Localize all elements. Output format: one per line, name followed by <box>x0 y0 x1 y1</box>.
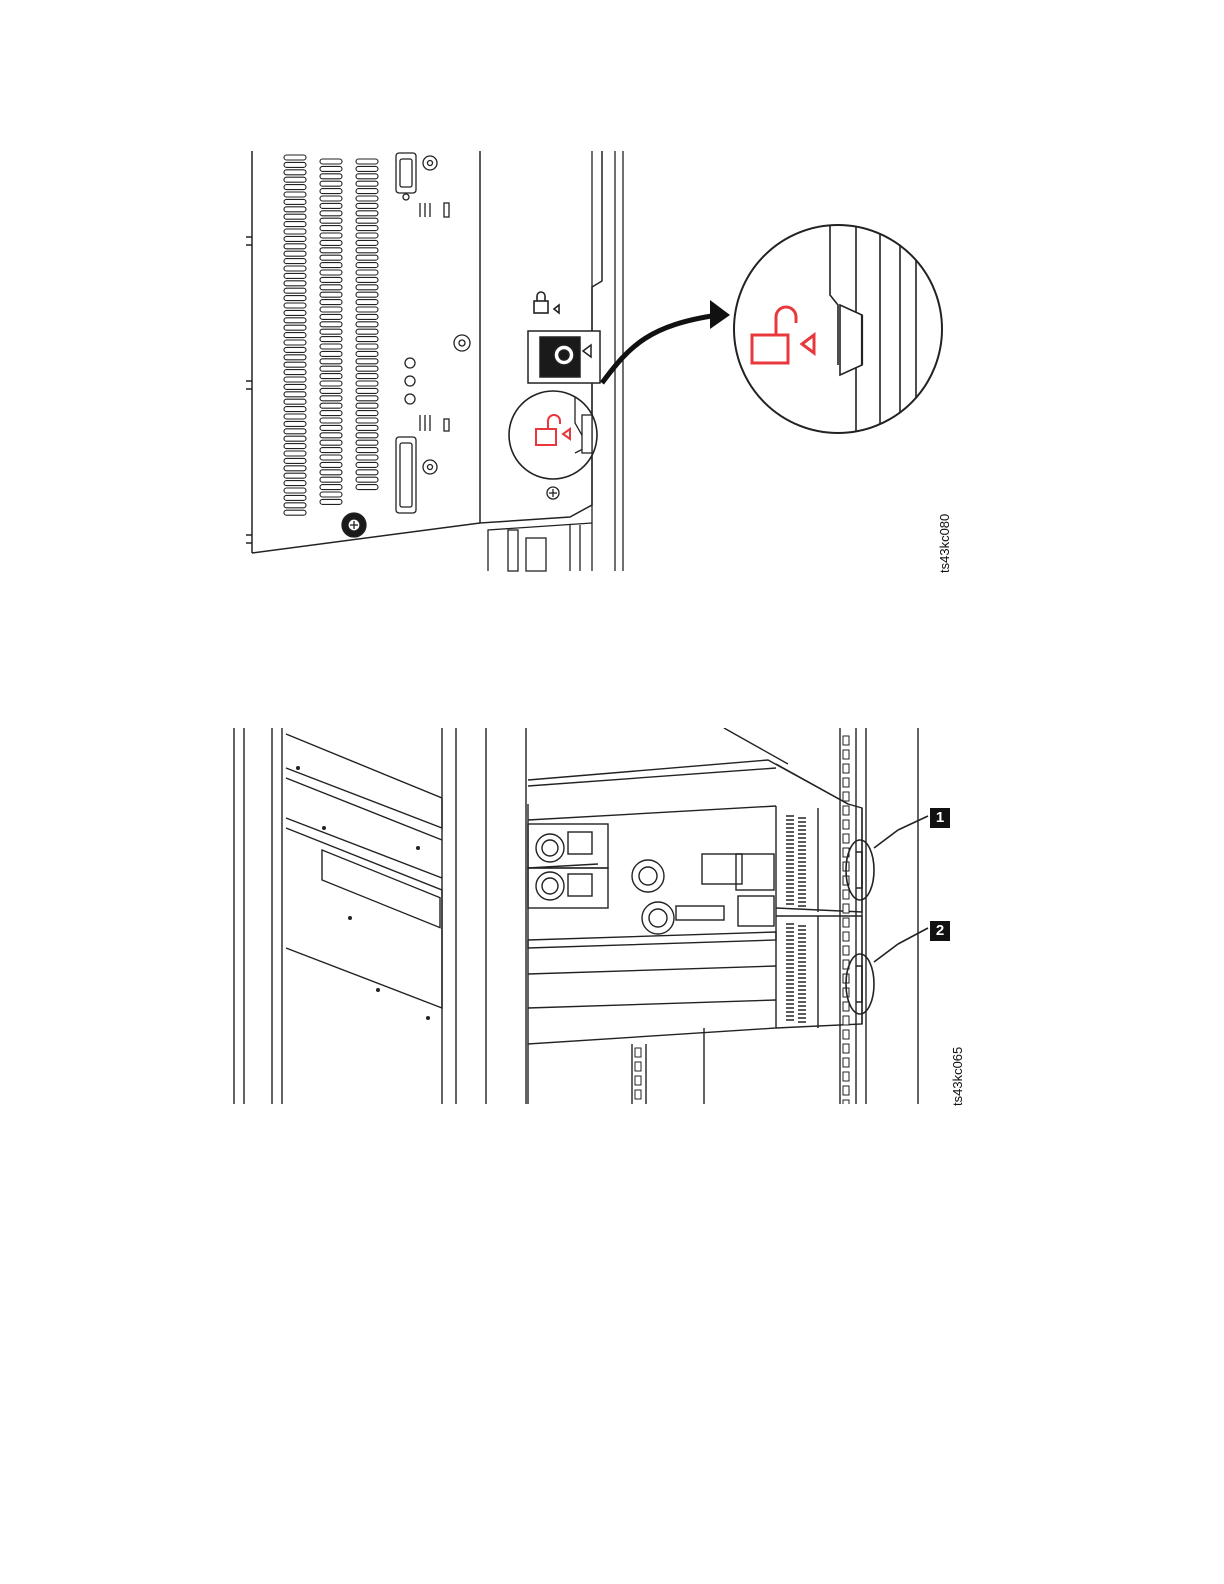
figure-id-label: ts43kc065 <box>950 1046 965 1106</box>
key-lock <box>528 331 600 383</box>
library-upper-module <box>528 760 862 948</box>
callout-1-badge: 1 <box>930 808 950 828</box>
figure-id-label: ts43kc080 <box>937 513 952 573</box>
unlock-position-detail-small <box>509 385 597 485</box>
thumbscrew <box>342 513 366 537</box>
magnify-arrow <box>602 300 730 383</box>
rack-lock-illustration <box>240 145 960 575</box>
library-vents <box>786 816 806 1022</box>
rack-rail-right-holes <box>635 736 849 1108</box>
screw-mid <box>405 335 470 431</box>
figure-rack-lock-unlock <box>240 145 960 575</box>
vent-slots <box>284 155 378 515</box>
figure-library-in-rack <box>228 728 968 1108</box>
handle-highlight-2 <box>846 928 928 1014</box>
rack-frame-left <box>234 728 526 1104</box>
library-lower-module <box>528 808 862 1104</box>
handle-highlight-1 <box>846 816 928 900</box>
callout-2-badge: 2 <box>930 921 950 941</box>
connector-upper <box>396 153 449 217</box>
rack-rail-right <box>632 728 918 1104</box>
rack-frame-left-holes <box>296 766 430 1020</box>
unlock-position-detail-large <box>734 205 942 445</box>
locked-padlock-icon <box>534 292 559 313</box>
rack-library-illustration <box>228 728 968 1108</box>
